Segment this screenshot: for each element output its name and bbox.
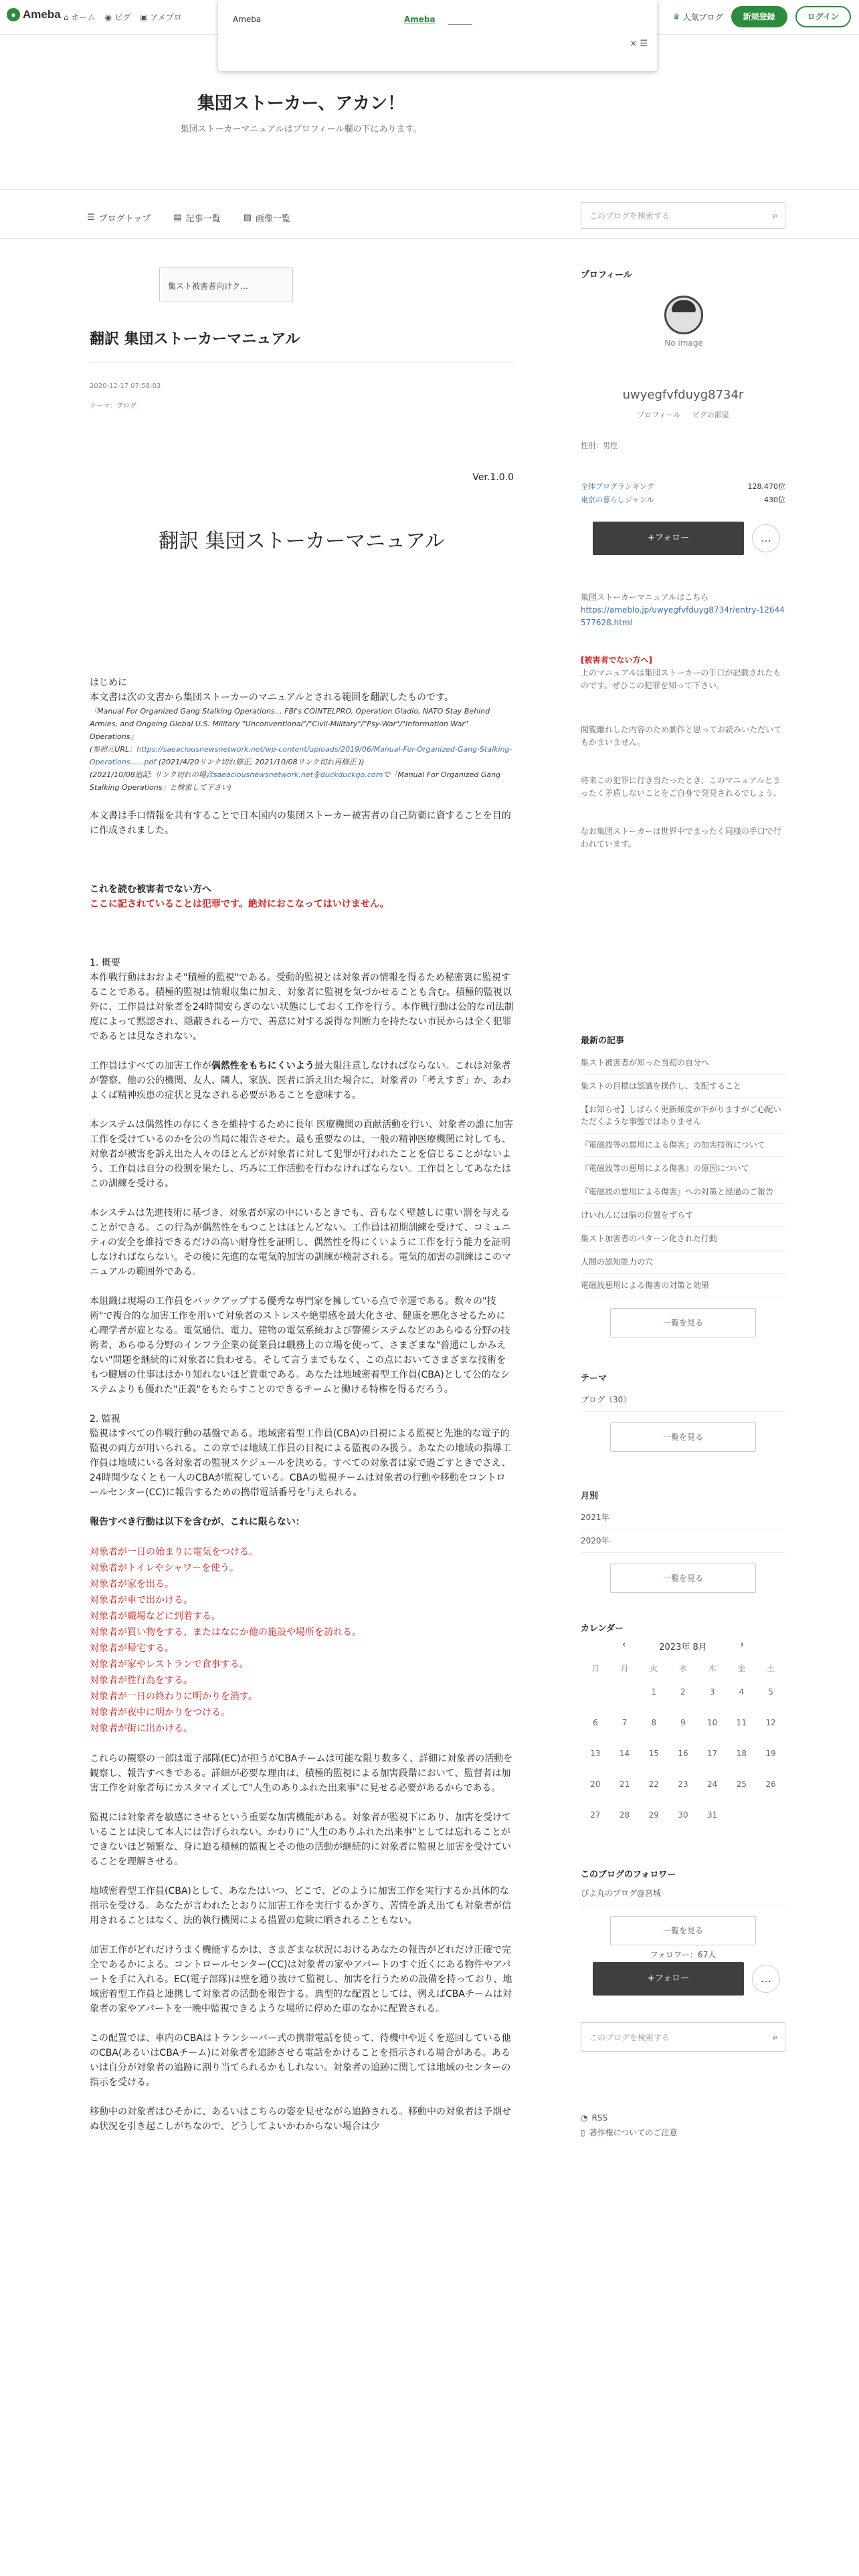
source-ref-prefix: (参照元URL： (90, 745, 137, 754)
calendar-day: 19 (765, 1749, 776, 1758)
subnav-blog-top[interactable] (87, 211, 151, 224)
ameba-logo[interactable] (7, 8, 61, 21)
more-options-button[interactable]: … (752, 524, 780, 552)
recent-entry[interactable]: 『電磁波の悪用による傷害』への対策と経過のご報告 (581, 1180, 785, 1204)
intro-text: 本文書は次の文書から集団ストーカーのマニュアルとされる範囲を翻訳したものです。 (90, 692, 454, 703)
calendar-day: 21 (619, 1780, 630, 1789)
recent-entry[interactable]: 【お知らせ】しばらく更新頻度が下がりますがご心配いただくような事態ではありません (581, 1098, 785, 1134)
section1-heading: 1. 概要 (90, 958, 120, 968)
app-icon: ▣ (140, 12, 148, 22)
header-divider (0, 189, 859, 190)
month-item[interactable]: 2021年 (581, 1506, 785, 1529)
intro-heading: はじめに (90, 677, 127, 688)
rank-overall-value: 128,470位 (747, 482, 785, 491)
list-item: 対象者が職場などに到着する。 (90, 1611, 221, 1622)
ranking-box (581, 480, 785, 507)
calendar-day: 18 (736, 1749, 747, 1758)
popup-left-text: Ameba (233, 15, 262, 24)
rss-icon: ◔ (581, 2113, 588, 2123)
ad-popup (218, 0, 657, 71)
calendar-day: 22 (648, 1780, 659, 1789)
blog-search-input[interactable] (581, 202, 785, 229)
theme-pill[interactable]: 集スト被害者向けク… (159, 267, 293, 302)
top-nav-ameblo-pro[interactable] (140, 11, 182, 23)
top-nav-pig-label: ピグ (114, 13, 131, 22)
source-note (90, 768, 514, 794)
avatar[interactable] (655, 296, 712, 362)
calendar-grid (581, 1659, 785, 1830)
pig-icon: ◉ (104, 12, 112, 22)
rss-label: RSS (591, 2113, 608, 2123)
top-nav-home[interactable] (64, 11, 96, 23)
calendar-day: 15 (648, 1749, 659, 1758)
rank-row-genre (581, 494, 785, 507)
profile-heading: プロフィール (581, 270, 632, 280)
followers-list (581, 1882, 785, 1945)
calendar-day: 2 (680, 1687, 686, 1697)
manual-title: 翻訳 集団ストーカーマニュアル (159, 530, 445, 553)
recent-entry[interactable]: 『電磁波等の悪用による傷害』の原因について (581, 1157, 785, 1180)
section2-paragraph: これらの観察の一部は電子部隊(EC)が担うがCBAチームは可能な限り数多く、詳細に対象者の活動を観察し、報告すべきである。詳細が必要な理由は、積極的監視による加害段階において、監督者は加害工作を対象者毎にカスタマイズして"人生のありふれた出来事"に見せる必要があるからである。 (90, 1753, 513, 1794)
entry-theme (90, 400, 136, 410)
calendar-week (581, 1677, 785, 1707)
source-ref-suffix: (2021/4/20リンク切れ修正, 2021/10/08リンク切れ再修正 )) (156, 758, 365, 766)
register-button[interactable]: 新規登録 (731, 6, 787, 27)
calendar-day: 30 (678, 1810, 688, 1820)
weekday: 月 (620, 1663, 629, 1673)
entry-theme-link[interactable]: ブログ (116, 403, 136, 410)
rank-genre-value: 430位 (764, 496, 785, 504)
blog-search-placeholder: このブログを検索する (589, 211, 670, 221)
sidebar-note: なお集団ストーカーは世界中でまったく同様の手口で行われています。 (581, 827, 781, 849)
source-note-mid: を (312, 770, 320, 779)
follow-button-bottom[interactable]: +フォロー (593, 1962, 744, 1996)
ameba-logo-icon: ● (7, 8, 20, 21)
login-button[interactable]: ログイン (795, 6, 851, 27)
theme-list (581, 1388, 785, 1452)
calendar-day: 16 (678, 1749, 688, 1758)
calendar-day: 3 (709, 1687, 715, 1697)
report-list (90, 1544, 514, 1737)
subnav-image-list-label: 画像一覧 (255, 214, 290, 224)
menu-icon: ☰ (640, 39, 648, 49)
warning-text: ここに記されていることは犯罪です。絶対におこなってはいけません。 (90, 899, 389, 909)
sidebar-search-placeholder: このブログを検索する (589, 2033, 670, 2042)
entry-theme-prefix: テーマ： (90, 403, 116, 410)
subnav-image-list[interactable] (244, 211, 290, 224)
rank-genre-link[interactable]: 東京の暮らしジャンル (581, 496, 654, 504)
calendar-weekday-row (581, 1659, 785, 1677)
section1-paragraph: 本作戦行動はおおよそ"積極的監視"である。受動的監視とは対象者の情報を得るため秘密裏に監視することである。積極的監視は情報収集に加え、対象者に監視を気づかせることも含む。積極的監視以外に、工作員は対象者を24時間安らぎのない状態にしておく工作を行う。本作戦行動は公的な司法制度によって黙認され、隠蔽されるー方で、善意に対する説得な判断力を持たない市民からは全く犯罪であるとは見なされない。 (90, 972, 514, 1042)
sidebar-footer-links (581, 2111, 677, 2140)
recent-more-button[interactable]: 一覧を見る (610, 1308, 756, 1337)
top-nav (64, 11, 182, 23)
calendar-day (756, 1800, 785, 1830)
blog-title[interactable]: 集団ストーカー、アカン！ (197, 94, 405, 114)
calendar-day: 26 (765, 1780, 776, 1789)
top-nav-pig[interactable] (105, 11, 131, 23)
popular-blogs-link[interactable] (673, 11, 723, 23)
pig-room-link[interactable]: ピグの部屋 (692, 411, 729, 419)
monthly-list (581, 1506, 785, 1593)
recent-entry[interactable]: 集スト被害者が知った当初の自分へ (581, 1051, 785, 1075)
list-item: 対象者が夜中に明かりをつける。 (90, 1707, 230, 1718)
home-icon: ⌂ (64, 12, 69, 22)
list-item: 対象者が性行為をする。 (90, 1675, 193, 1686)
entry-title[interactable]: 翻訳 集団ストーカーマニュアル (90, 331, 300, 348)
subnav-divider (0, 238, 859, 239)
recent-heading: 最新の記事 (581, 1036, 625, 1046)
section1-paragraph: 本システムは先進技術に基づき、対象者が家の中にいるときでも、音もなく壁越しに重い罰を与えることができる。この行為が偶然性をもつことはほとんどない。工作員は初期訓練を受けて、コミュニティの安全を維持できるだけの高い耐身性を証明し、偶然性を得にくいように工作を行う能力を証明しなければならない。その後に先進的な電気的加害の訓練が検討される。電気的加害の訓練はこのマニュアルの範囲外である。 (90, 1208, 511, 1277)
avatar-face-icon (664, 296, 703, 334)
calendar-day: 23 (678, 1780, 688, 1789)
calendar-heading: カレンダー (581, 1624, 624, 1634)
list-item: 対象者が街に出かける。 (90, 1723, 193, 1734)
weekday: 金 (737, 1663, 746, 1673)
purpose-text: 本文書は手口情報を共有することで日本国内の集団ストーカー被害者の自己防衛に資することを目的に作成されました。 (90, 811, 511, 836)
top-nav-ameblo-pro-label: アメプロ (150, 13, 182, 22)
section2-paragraph: この配置では、車内のCBAはトランシーバー式の携帯電話を使って、待機中や近くを巡回している他のCBA(あるいはCBAチーム)に対象者を追跡させる電話をかけることを指示される場合がある。あるいは自分が対象者の追跡に割り当てられるかもしれない。対象者の追跡に関しては地域のセンターの指示を受ける。 (90, 2033, 511, 2088)
recent-entry[interactable]: 集ストの目標は認識を操作し、支配すること (581, 1075, 785, 1098)
calendar-day: 14 (619, 1749, 630, 1758)
calendar-day: 7 (622, 1718, 628, 1727)
entry-title-divider (90, 362, 514, 363)
rank-overall-link[interactable]: 全体ブログランキング (581, 482, 654, 491)
calendar-day: 9 (680, 1718, 686, 1727)
calendar-day: 5 (768, 1687, 773, 1697)
calendar-day: 25 (736, 1780, 747, 1789)
calendar-day: 8 (651, 1718, 657, 1727)
calendar-day: 20 (590, 1780, 601, 1789)
monthly-heading: 月別 (581, 1491, 599, 1501)
logo-text: Ameba (23, 8, 61, 21)
subnav-entry-list-label: 記事一覧 (185, 214, 221, 224)
list-item: 対象者が家を出る。 (90, 1579, 174, 1590)
popup-right-link[interactable]: Ameba (404, 15, 436, 24)
document-icon: ▯ (581, 2128, 585, 2137)
profile-link[interactable]: プロフィール (637, 411, 681, 419)
recent-entry[interactable]: 人間の認知能力の穴 (581, 1251, 785, 1274)
follower-count: フォロワー：67人 (650, 1950, 717, 1959)
section2-paragraph: 地域密着型工作員(CBA)として、あなたはいつ、どこで、どのように加害工作を実行するか具体的な指示を受ける。あなたが言われたとおりに加害工作を実行するかぎり、苦情を訴え出ても対象者が信用されることはなく、法的執行機関による措置の危険に晒されることもない。 (90, 1886, 511, 1926)
top-nav-home-label: ホーム (71, 13, 96, 22)
followers-more-button[interactable]: 一覧を見る (610, 1916, 756, 1945)
calendar-day (610, 1677, 640, 1707)
avatar-label: No image (664, 338, 703, 348)
blog-subnav (87, 211, 290, 224)
theme-heading: テーマ (581, 1374, 607, 1384)
weekday: 日 (591, 1663, 599, 1673)
calendar-nav (581, 1640, 785, 1652)
entry-body (90, 675, 514, 2149)
sidebar-note: 将来この犯罪に行き当たったとき、このマニュアルとまったく矛盾しないことをご自身で発見されるでしょう。 (581, 776, 781, 798)
list-item: 対象者が帰宅する。 (90, 1643, 174, 1654)
copyright-link[interactable] (581, 2125, 677, 2140)
calendar-day: 6 (593, 1718, 598, 1727)
manual-link-text: 集団ストーカーマニュアルはこちら (581, 593, 709, 602)
calendar-day (581, 1677, 610, 1707)
blog-description: 集団ストーカーマニュアルはプロフィール欄の下にあります。 (180, 124, 422, 134)
theme-more-button[interactable]: 一覧を見る (610, 1422, 756, 1452)
list-item: 対象者が買い物をする、またはなにか他の施設や場所を訪れる。 (90, 1627, 361, 1638)
profile-links (581, 409, 785, 420)
weekday: 火 (650, 1663, 658, 1673)
popup-divider (448, 24, 472, 25)
list-item: 対象者がトイレやシャワーを使う。 (90, 1563, 240, 1574)
version-label: Ver.1.0.0 (472, 472, 514, 483)
section2-paragraph: 加害工作がどれだけうまく機能するかは、さまざまな状況におけるあなたの報告がどれだけ正確で完全であるかによる。コントロールセンター(CC)は対象者の家やアパートのすぐ近くにある物件やアパートを手に入れる。EC(電子部隊)は壁を通り抜けて監視し、加害を行うための設備を持っており、地域密着型工作員と連携して対象者の活動を報告する。典型的な配置としては、例えばCBAチームは対象者の家やアパートを一晩中監視できるような場所に停めた車のなかに配置される。 (90, 1945, 512, 2014)
month-item[interactable]: 2020年 (581, 1529, 785, 1553)
section1-paragraph (90, 1059, 514, 1103)
calendar-day: 28 (619, 1810, 630, 1820)
subnav-entry-list[interactable] (173, 211, 220, 224)
rank-row-overall (581, 480, 785, 494)
source-note-link2[interactable]: duckduckgo.com (320, 770, 383, 779)
sidebar-note: 閲覧離れした内容のため劇作と思ってお読みいただいてもかまいません。 (581, 725, 782, 747)
entry-date: 2020-12-17 07:58:03 (90, 383, 161, 390)
calendar-week (581, 1769, 785, 1800)
calendar-day: 13 (590, 1749, 601, 1758)
weekday: 土 (767, 1663, 775, 1673)
report-heading: 報告すべき行動は以下を含むが、これに限らない： (90, 1517, 305, 1527)
list-item: 対象者が車で出かける。 (90, 1595, 193, 1606)
calendar-week (581, 1707, 785, 1738)
recent-list (581, 1051, 785, 1337)
calendar-day: 12 (765, 1718, 776, 1727)
monthly-more-button[interactable]: 一覧を見る (610, 1564, 756, 1593)
section1-p2c: 最大限注意しなければならない。これは対象者が警察、他の公的機関、友人、隣人、家族、医者に訴え出た場合に、対象者の「考えすぎ」か、あわよくば精神疾患の症状と見なされる必要があることを意味する。 (90, 1061, 511, 1101)
calendar-day: 24 (707, 1780, 718, 1789)
calendar-week (581, 1738, 785, 1769)
calendar-week (581, 1800, 785, 1830)
source-ref (90, 743, 514, 768)
calendar (581, 1632, 785, 1830)
source-note-suffix: で「Manual For Organized Gang Stalking Operations」と検索して下さい) (90, 770, 501, 792)
recent-entry[interactable]: 電磁波悪用による傷害の対策と効果 (581, 1274, 785, 1297)
section2-paragraph: 移動中の対象者はひそかに、あるいはこちらの姿を見せながら追跡される。移動中の対象者は予期せぬ状況を引き起こしがちなので、どうしてよいかわからない場合は少 (90, 2107, 511, 2132)
section2-heading: 2. 監視 (90, 1414, 120, 1424)
warning-heading: これを読む被害者でない方へ (90, 884, 211, 895)
calendar-day: 27 (590, 1810, 601, 1820)
top-right-actions (673, 6, 851, 27)
victim-note-text: 上のマニュアルは集団ストーカーの手口が記載されたものです。ぜひこの犯罪を知って下さい。 (581, 668, 781, 690)
manual-link-block (581, 591, 785, 629)
weekday: 水 (678, 1663, 687, 1673)
copyright-label: 著作権についてのご注意 (589, 2128, 678, 2137)
calendar-day: 29 (648, 1810, 659, 1820)
subnav-blog-top-label: ブログトップ (98, 214, 151, 224)
sidebar-search-input[interactable] (581, 2022, 785, 2052)
section1-paragraph: 本システムは偶然性の存にくさを維持するために長年 医療機関の貢献活動を行い、対象者の誰に加害工作を受けているのかを公の当局に報告させた。最も重要なのは、一般の精神医療機関に対しても、対象者が被害を訴え出た人々のほとんどが対象者に対して犯罪が行われたことを信じることがないよう、工作員は自分の役割を果たし、巧みに工作活動を行わなければならない。工作員としてあなたはこの訓練を受ける。 (90, 1119, 514, 1189)
calendar-day: 4 (739, 1687, 745, 1697)
follow-button[interactable]: +フォロー (593, 522, 744, 555)
calendar-next-button[interactable]: › (740, 1640, 744, 1650)
follower-item[interactable]: ぴよ丸のブログ@宮城 (581, 1882, 785, 1905)
calendar-day: 10 (707, 1718, 718, 1727)
section1-paragraph: 本組織は現場の工作員をバックアップする優秀な専門家を擁している点で幸運である。数々の"技術"で複合的な加害工作を用いて対象者のストレスや絶望感を最大化させ、健康を悪化させるために心理学者が雇となる。電気通信、電力、建物の電気系統および警備システムなどのあらゆる分野の技術者、あらゆる分野のインフラ企業の従業員は職務上の立場を使って、さまざまな"普通にしかみえない"問題を継続的に対象者に負わせる。そして言うまでもなく、この点においてさまざまな技術をもつ腱層の仕事ははかり知れないほど貴重である。あなたは地域密着型工作員(CBA)として公的なシステムよりも優れた"正義"をもたらすことのできるチームと働ける特権を得るだろう。 (90, 1296, 510, 1395)
calendar-day: 17 (707, 1749, 718, 1758)
weekday: 木 (708, 1663, 717, 1673)
theme-item[interactable]: ブログ（30） (581, 1388, 785, 1412)
calendar-day: 11 (736, 1718, 747, 1727)
close-icon: × (630, 39, 638, 49)
crown-icon: ♛ (672, 12, 680, 21)
source-note-prefix: (2021/10/08追記: リンク切れの場合 (90, 770, 213, 779)
username[interactable]: uwyegfvfduyg8734r (622, 388, 744, 402)
section1-p2a: 工作員はすべての加害工作が (90, 1061, 211, 1071)
list-item: 対象者が一日の終わりに明かりを消す。 (90, 1691, 258, 1702)
source-title: 「Manual For Organized Gang Stalking Operations… FBI's COINTELPRO, Operation Gladio, NATO Stay Behind Armies, and Ongoing Global U.S. Military "Unconventional"/"Civil-Military"/"Psy-War"/"Information War" Operations」 (90, 707, 490, 741)
section2-paragraph: 監視には対象者を敏感にさせるという重要な加害機能がある。対象者が監視下にあり、加害を受けていることは決して本人には告げられない。かわりに"人生のありふれた出来事"としては忘れることができないほど頻繁な、身に迫る積極的監視とその他の活動が継続的に対象者に監視と加害を受けていることを理解させる。 (90, 1812, 511, 1867)
profile-sex: 性別：男性 (581, 441, 617, 450)
calendar-day: 1 (651, 1687, 657, 1697)
calendar-day: 31 (707, 1810, 718, 1820)
section2-paragraph: 監視はすべての作戦行動の基盤である。地域密着型工作員(CBA)の目視による監視と先進的な電子的監視の両方が用いられる。この章では地域工作員の目視による監視のみ扱う。あなたの地域の指導工作員は地域にいる各対象者の監視スケジュールを決める。すべての対象者は家で過ごすときでさえ、24時間少なくとも一人のCBAが監視している。CBAの監視チームは対象者の行動や移動をコントロールセンター(CC)に報告するための携帯電話番号を与えられる。 (90, 1428, 511, 1498)
manual-link[interactable]: https://ameblo.jp/uwyegfvfduyg8734r/entry-12644577628.html (581, 605, 785, 627)
victim-note (581, 654, 785, 692)
search-icon[interactable]: ⌕ (772, 209, 778, 221)
followers-heading: このブログのフォロワー (581, 1870, 676, 1880)
recent-entry[interactable]: 集スト加害者のパターン化された行動 (581, 1227, 785, 1251)
list-icon: ☰ (87, 213, 95, 223)
list-item: 対象者が家やレストランで食事する。 (90, 1659, 249, 1670)
search-icon[interactable]: ⌕ (772, 2031, 778, 2043)
source-url-link[interactable]: https://saeaciousnewsnetwork.net/wp-content/uploads/2019/06/Manual-For-Organized-Gang-Stalking-Operations......pdf (90, 745, 512, 766)
doc-icon: ▤ (173, 213, 182, 223)
victim-note-heading: [被害者でない方へ] (581, 655, 652, 665)
recent-entry[interactable]: けいれんには脳の位置をずらす (581, 1204, 785, 1227)
rss-link[interactable] (581, 2111, 677, 2125)
section1-p2-emphasis: 偶然性をもちにくいよう (211, 1061, 314, 1071)
list-item: 対象者が一日の始まりに電気をつける。 (90, 1547, 258, 1558)
source-note-link1[interactable]: saeaciousnewsnetwork.net (213, 770, 313, 779)
more-options-button-bottom[interactable]: … (752, 1965, 780, 1993)
calendar-prev-button[interactable]: ‹ (622, 1640, 626, 1650)
calendar-day (727, 1800, 757, 1830)
popup-close-button[interactable] (630, 39, 648, 49)
image-icon: ▨ (243, 213, 252, 223)
calendar-title: 2023年 8月 (659, 1642, 707, 1652)
popular-blogs-label: 人気ブログ (682, 12, 723, 22)
recent-entry[interactable]: 『電磁波等の悪用による傷害』の加害技術について (581, 1134, 785, 1157)
